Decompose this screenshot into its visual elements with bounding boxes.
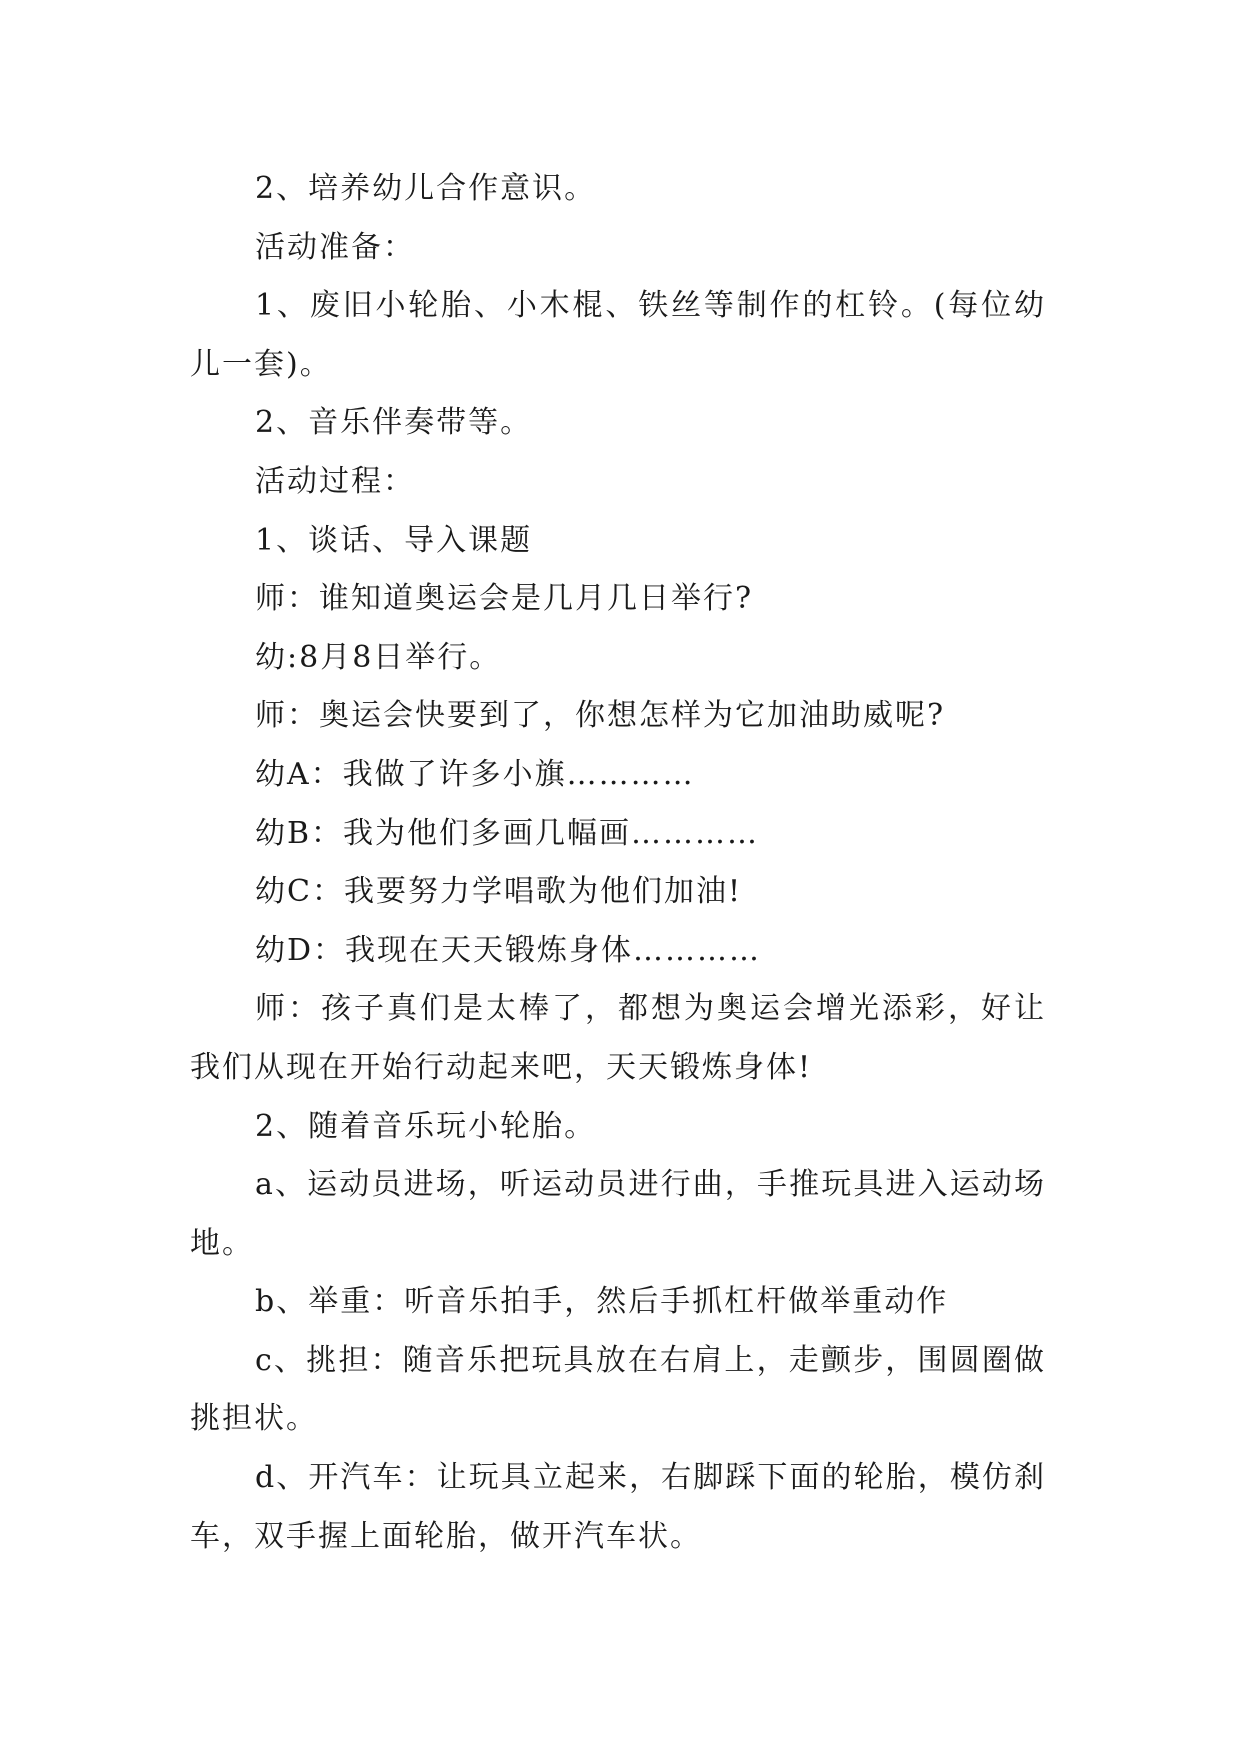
activity-step: b、举重：听音乐拍手，然后手抓杠杆做举重动作 <box>255 1284 949 1320</box>
heading-process: 活动过程： <box>255 463 415 499</box>
dialogue-line: 师：谁知道奥运会是几月几日举行? <box>255 581 754 617</box>
dialogue-line: 幼:8月8日举行。 <box>255 639 502 675</box>
document-body <box>190 160 1046 1566</box>
activity-step: d、开汽车：让玩具立起来，右脚踩下面的轮胎，模仿刹车，双手握上面轮胎，做开汽车状。 <box>190 1460 1046 1554</box>
dialogue-line: 师：奥运会快要到了，你想怎样为它加油助威呢? <box>255 698 946 734</box>
paragraph-prep-2: 2、音乐伴奏带等。 <box>255 405 533 441</box>
heading-preparation: 活动准备： <box>255 229 415 265</box>
paragraph-process-1: 1、谈话、导入课题 <box>255 522 533 558</box>
dialogue-line: 师：孩子真们是太棒了，都想为奥运会增光添彩，好让我们从现在开始行动起来吧，天天锻炼身体! <box>190 991 1046 1085</box>
dialogue-line: 幼D：我现在天天锻炼身体………… <box>255 932 762 968</box>
dialogue-line: 幼C：我要努力学唱歌为他们加油! <box>255 874 743 910</box>
paragraph-prep-1: 1、废旧小轮胎、小木棍、铁丝等制作的杠铃。(每位幼儿一套)。 <box>190 288 1046 382</box>
paragraph-process-2: 2、随着音乐玩小轮胎。 <box>255 1108 597 1144</box>
dialogue-line: 幼B：我为他们多画几幅画………… <box>255 815 760 851</box>
dialogue-line: 幼A：我做了许多小旗………… <box>255 756 695 792</box>
paragraph-goal-2: 2、培养幼儿合作意识。 <box>255 171 597 206</box>
activity-step: a、运动员进场，听运动员进行曲，手推玩具进入运动场地。 <box>190 1167 1046 1261</box>
activity-step: c、挑担：随音乐把玩具放在右肩上，走颤步，围圆圈做挑担状。 <box>190 1342 1046 1437</box>
